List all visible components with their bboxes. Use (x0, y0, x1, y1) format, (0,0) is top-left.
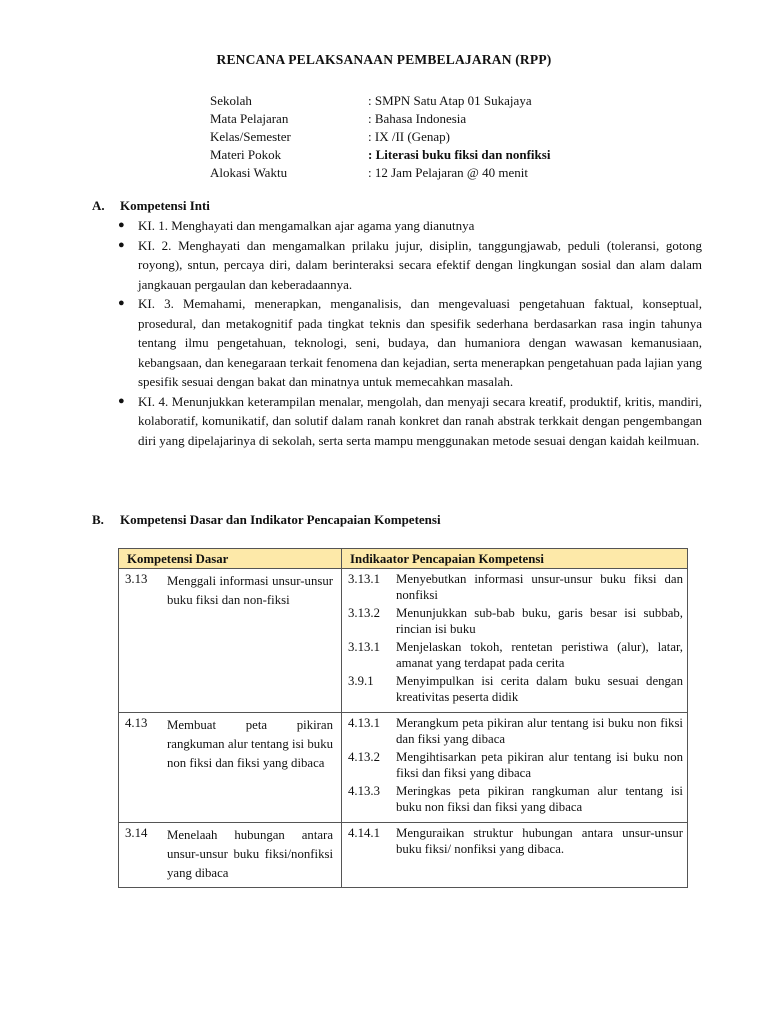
indicator-text: Merangkum peta pikiran alur tentang isi buku non fiksi dan fiksi yang dibaca (396, 716, 683, 746)
identity-value: : 12 Jam Pelajaran @ 40 menit (368, 165, 528, 180)
indicator-number: 3.13.1 (348, 572, 380, 586)
indicator-number: 3.13.1 (348, 640, 380, 654)
list-item (118, 216, 702, 236)
list-item (118, 392, 702, 451)
bullet-icon: ● (118, 219, 125, 231)
bullet-icon: ● (118, 238, 125, 251)
indicator-text: Meringkas peta pikiran rangkuman alur tentang isi buku non fiksi dan fiksi yang dibaca (396, 784, 683, 814)
identity-label: Sekolah (210, 93, 252, 108)
identity-label: Alokasi Waktu (210, 165, 288, 180)
kd-number: 3.14 (125, 826, 148, 840)
section-b-letter: B. (92, 512, 104, 527)
indicator-text: Menjelaskan tokoh, rentetan peristiwa (alur), latar, amanat yang terdapat pada cerita (396, 640, 683, 670)
identity-value: : IX /II (Genap) (368, 129, 450, 144)
table-row (119, 569, 688, 713)
indicator-item (348, 572, 683, 603)
section-b-title: Kompetensi Dasar dan Indikator Pencapaian Kompetensi (120, 512, 441, 527)
kompetensi-inti-list (118, 216, 702, 450)
identity-label: Kelas/Semester (210, 129, 291, 144)
identity-value: : SMPN Satu Atap 01 Sukajaya (368, 93, 532, 108)
header-kompetensi-dasar: Kompetensi Dasar (119, 549, 342, 569)
bullet-icon: ● (118, 297, 125, 309)
section-a-title: Kompetensi Inti (120, 198, 210, 213)
ki-text: KI. 4. Menunjukkan keterampilan menalar, mengolah, dan menyaji secara kreatif, produktif, kritis, mandiri, kolaboratif, komunikatif, dan solutif dalam ranah konkret dan ranah abstrak terkkait dengan pengembangan diri yang dipelajarinya di sekolah, serta serta mampu menggunakan metode sesuai dengan kaidah keilmuan. (138, 393, 702, 448)
indicator-text: Menunjukkan sub-bab buku, garis besar isi subbab, rincian isi buku (396, 606, 683, 636)
identity-label: Materi Pokok (210, 147, 282, 162)
indicator-cell (342, 823, 688, 888)
bullet-icon: ● (118, 394, 125, 407)
kd-text: Menggali informasi unsur-unsur buku fiksi dan non-fiksi (167, 574, 333, 607)
indicator-text: Menyimpulkan isi cerita dalam buku sesuai dengan kreativitas peserta didik (396, 674, 683, 704)
indicator-item (348, 716, 683, 747)
indicator-item (348, 826, 683, 857)
indicator-item (348, 606, 683, 637)
section-b-heading (92, 512, 441, 528)
kd-number: 4.13 (125, 716, 148, 730)
kd-text: Menelaah hubungan antara unsur-unsur buku fiksi/nonfiksi yang dibaca (167, 828, 333, 880)
identity-label: Mata Pelajaran (210, 111, 289, 126)
kd-text: Membuat peta pikiran rangkuman alur tentang isi buku non fiksi dan fiksi yang dibaca (167, 718, 333, 770)
ki-text: KI. 1. Menghayati dan mengamalkan ajar agama yang dianutnya (138, 218, 475, 233)
table-row (119, 713, 688, 823)
indicator-number: 4.13.3 (348, 784, 380, 798)
list-item (118, 294, 702, 392)
table-header-row (119, 549, 688, 569)
indicator-cell (342, 569, 688, 713)
indicator-text: Menguraikan struktur hubungan antara unsur-unsur buku fiksi/ nonfiksi yang dibaca. (396, 826, 683, 856)
indicator-number: 4.14.1 (348, 826, 380, 840)
identity-value: : Bahasa Indonesia (368, 111, 467, 126)
indicator-text: Mengihtisarkan peta pikiran alur tentang isi buku non fiksi dan fiksi yang dibaca (396, 750, 683, 780)
indicator-text: Menyebutkan informasi unsur-unsur buku fiksi dan nonfiksi (396, 572, 683, 602)
indicator-item (348, 750, 683, 781)
page-title: RENCANA PELAKSANAAN PEMBELAJARAN (RPP) (216, 52, 552, 67)
kd-cell (119, 823, 342, 888)
indicator-number: 3.13.2 (348, 606, 380, 620)
ki-text: KI. 2. Menghayati dan mengamalkan prilaku jujur, disiplin, tanggungjawab, peduli (toleransi, gotong royong), sntun, percaya diri, dalam berinteraksi secara efektif dengan lingkungan sosial dan alam dalam jangkauan pergaulan dan keberadaannya. (138, 237, 702, 292)
indicator-item (348, 640, 683, 671)
header-indikator: Indikaator Pencapaian Kompetensi (342, 549, 688, 569)
identity-value: : Literasi buku fiksi dan nonfiksi (368, 147, 551, 162)
kd-cell (119, 569, 342, 713)
indicator-number: 4.13.2 (348, 750, 380, 764)
section-a-heading (92, 198, 210, 214)
indicator-number: 3.9.1 (348, 674, 374, 688)
indicator-number: 4.13.1 (348, 716, 380, 730)
list-item (118, 236, 702, 295)
indicator-cell (342, 713, 688, 823)
indicator-item (348, 674, 683, 705)
ki-text: KI. 3. Memahami, menerapkan, menganalisis, dan mengevaluasi pengetahuan faktual, konseptual, prosedural, dan metakognitif pada tingkat teknis dan spesifik sederhana berdasarkan rasa ingin tahunya tentang ilmu pengetahuan, teknologi, seni, budaya, dan humaniora dengan wawasan kemanusiaan, kebangsaan, dan kenegaraan terkait fenomena dan kejadian, serta menerapkan pengetahuan pada lajian yang spesifik sesuai dengan bakat dan minatnya untuk memecahkan masalah. (138, 296, 702, 389)
section-a-letter: A. (92, 198, 105, 213)
indicator-item (348, 784, 683, 815)
table-row (119, 823, 688, 888)
kd-cell (119, 713, 342, 823)
kd-number: 3.13 (125, 572, 148, 586)
kompetensi-table (118, 548, 688, 888)
